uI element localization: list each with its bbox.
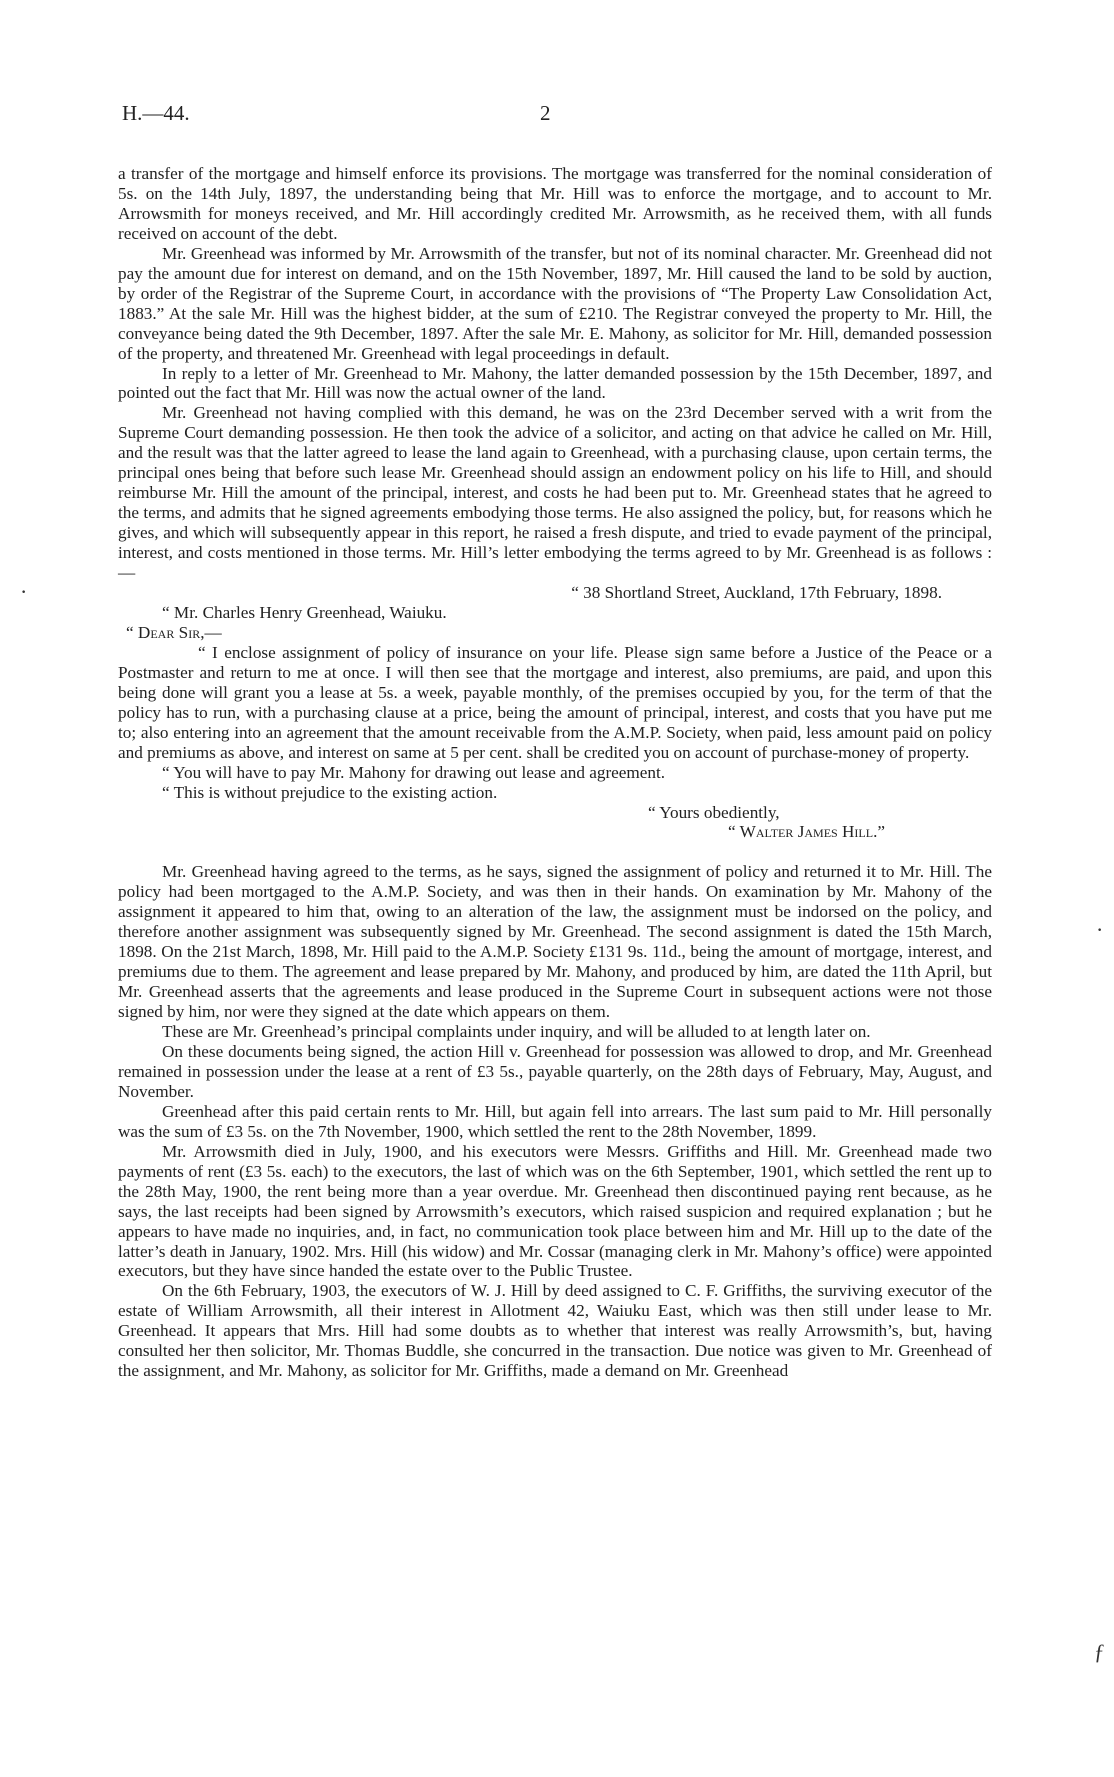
letter-salutation: “ Dear Sir,— [126,622,222,642]
quoted-letter [118,583,992,842]
letter-address: “ 38 Shortland Street, Auckland, 17th February, 1898. [571,583,942,603]
page-header [122,101,992,130]
spacer [118,842,992,862]
letter-signature: “ Walter James Hill.” [728,822,886,842]
letter-closing: “ Yours obediently, [648,802,780,822]
paragraph: In reply to a letter of Mr. Greenhead to Mr. Mahony, the latter demanded possession by the 15th December, 1897, and pointed out the fact that Mr. Hill was now the actual owner of the land. [118,363,992,403]
margin-speck: · [1096,917,1104,942]
paragraph: Mr. Arrowsmith died in July, 1900, and his executors were Messrs. Griffiths and Hill. Mr. Greenhead made two payments of rent (£3 5s. each) to the executors, the last of which was on the 6th September, 1901, which settled the rent up to the 28th May, 1900, the rent being more than a year overdue. Mr. Greenhead then discontinued paying rent because, as he says, the last receipts had been signed by Arrowsmith’s executors, which raised suspicion and required explanation ; but he appears to have made no inquiries, and, in fact, no communication took place between him and Mr. Hill up to the date of the latter’s death in January, 1902. Mrs. Hill (his widow) and Mr. Cossar (managing clerk in Mr. Mahony’s office) were appointed executors, but they have since handed the estate over to the Public Trustee. [118,1141,992,1281]
paragraph: On the 6th February, 1903, the executors of W. J. Hill by deed assigned to C. F. Griffiths, the surviving executor of the estate of William Arrowsmith, all their interest in Allotment 42, Waiuku East, which was then still under lease to Mr. Greenhead. It appears that Mrs. Hill had some doubts as to whether that interest was really Arrowsmith’s, but, having consulted her then solicitor, Mr. Thomas Buddle, she concurred in the transaction. Due notice was given to Mr. Greenhead of the assignment, and Mr. Mahony, as solicitor for Mr. Griffiths, made a demand on Mr. Greenhead [118,1281,992,1381]
paragraph: Mr. Greenhead not having complied with this demand, he was on the 23rd December served with a writ from the Supreme Court demanding possession. He then took the advice of a solicitor, and acting on that advice he called on Mr. Hill, and the result was that the latter agreed to lease the land again to Greenhead, with a purchasing clause, upon certain terms, the principal ones being that before such lease Mr. Greenhead should assign an endowment policy on his life to Hill, and should reimburse Mr. Hill the amount of the principal, interest, and costs he had been put to. Mr. Greenhead states that he agreed to the terms, and admits that he signed agreements embodying those terms. He also assigned the policy, but, for reasons which he gives, and which will subsequently appear in this report, he raised a fresh dispute, and tried to evade payment of the principal, interest, and costs mentioned in those terms. Mr. Hill’s letter embodying the terms agreed to by Mr. Greenhead is as follows :— [118,403,992,583]
margin-speck: ƒ [1094,1639,1105,1664]
letter-body: “ I enclose assignment of policy of insurance on your life. Please sign same before a Justice of the Peace or a Postmaster and return to me at once. I will then see that the mortgage and interest, also premiums, are paid, and upon this being done will grant you a lease at 5s. a week, payable monthly, of the premises occupied by you, for the term of that the policy has to run, with a purchasing clause at a price, being the amount of principal, interest, and costs that you have put me to; also entering into an agreement that the amount receivable from the A.M.P. Society, when paid, less amount paid on policy and premiums as above, and interest on same at 5 per cent. shall be credited you on account of purchase-money of property. [118,642,992,762]
paragraph: Mr. Greenhead having agreed to the terms, as he says, signed the assignment of policy and returned it to Mr. Hill. The policy had been mortgaged to the A.M.P. Society, and was then in their hands. On examination by Mr. Mahony of the assignment it appeared to him that, owing to an alteration of the law, the assignment must be indorsed on the policy, and therefore another assignment was subsequently signed by Mr. Greenhead. The second assignment is dated the 15th March, 1898. On the 21st March, 1898, Mr. Hill paid to the A.M.P. Society £131 9s. 11d., being the amount of mortgage, interest, and premiums due to them. The agreement and lease prepared by Mr. Mahony, and produced by him, are dated the 11th April, but Mr. Greenhead asserts that the agreements and lease produced in the Supreme Court in subsequent actions were not those signed by him, nor were they signed at the date which appears on them. [118,862,992,1022]
paragraph: Greenhead after this paid certain rents to Mr. Hill, but again fell into arrears. The last sum paid to Mr. Hill personally was the sum of £3 5s. on the 7th November, 1900, which settled the rent to the 28th November, 1899. [118,1101,992,1141]
paragraph: On these documents being signed, the action Hill v. Greenhead for possession was allowed to drop, and Mr. Greenhead remained in possession under the lease at a rent of £3 5s., payable quarterly, on the 28th days of February, May, August, and November. [118,1041,992,1101]
letter-line: “ This is without prejudice to the existing action. [162,782,498,802]
document-body [118,164,992,1381]
letter-line: “ You will have to pay Mr. Mahony for drawing out lease and agreement. [162,762,666,782]
margin-speck: · [20,579,28,604]
paragraph: These are Mr. Greenhead’s principal complaints under inquiry, and will be alluded to at length later on. [162,1022,871,1042]
paragraph: a transfer of the mortgage and himself enforce its provisions. The mortgage was transferred for the nominal consideration of 5s. on the 14th July, 1897, the understanding being that Mr. Hill was to enforce the mortgage, and to account to Mr. Arrowsmith for moneys received, and Mr. Hill accordingly credited Mr. Arrowsmith, as he received them, with all funds received on account of the debt. [118,164,992,243]
report-reference: H.—44. [122,101,190,125]
page-number: 2 [540,101,551,125]
paragraph: Mr. Greenhead was informed by Mr. Arrowsmith of the transfer, but not of its nominal character. Mr. Greenhead did not pay the amount due for interest on demand, and on the 15th November, 1897, Mr. Hill caused the land to be sold by auction, by order of the Registrar of the Supreme Court, in accordance with the provisions of “The Property Law Consolidation Act, 1883.” At the sale Mr. Hill was the highest bidder, at the sum of £210. The Registrar conveyed the property to Mr. Hill, the conveyance being dated the 9th December, 1897. After the sale Mr. E. Mahony, as solicitor for Mr. Hill, demanded possession of the property, and threatened Mr. Greenhead with legal proceedings in default. [118,243,992,363]
letter-recipient: “ Mr. Charles Henry Greenhead, Waiuku. [162,602,447,622]
